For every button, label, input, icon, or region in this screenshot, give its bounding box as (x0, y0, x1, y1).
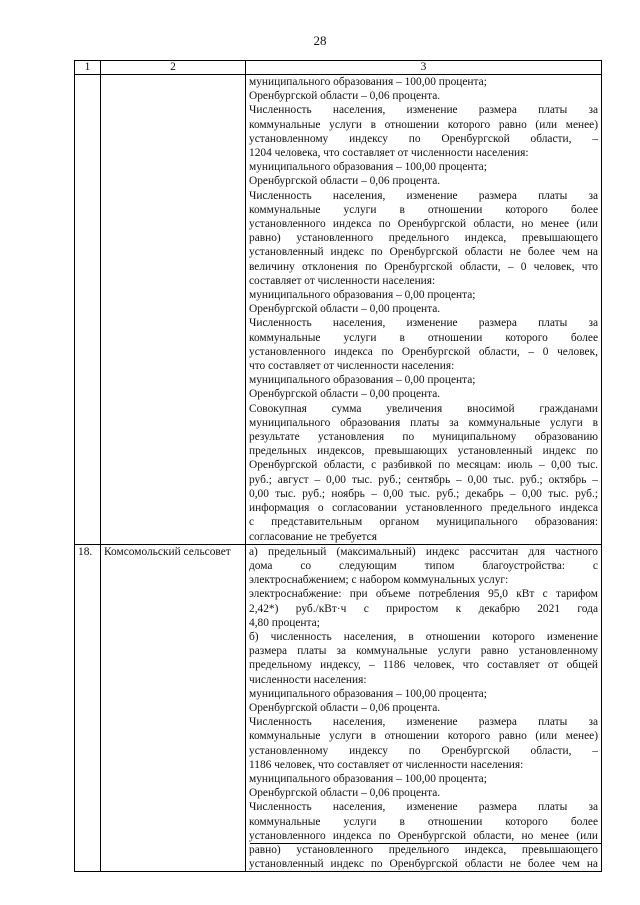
description-line: б) численность населения, в отношении которого изменение (249, 630, 598, 643)
description-line: Численность населения, изменение размера платы за (249, 189, 598, 202)
description-line: Оренбургской области – 0,06 процента. (249, 90, 441, 103)
description-line: установленного индекса по Оренбургской области, – 0 человек, (249, 345, 598, 358)
description-line: равно) установленного предельного индекса, превышающего (249, 843, 598, 856)
description-line: Численность населения, изменение размера платы за (249, 716, 598, 729)
table-bottom-rule (250, 843, 602, 844)
description-line: коммунальные услуги в отношении которого более (249, 815, 598, 828)
description-line: информация о согласовании установленного предельного индекса (249, 502, 598, 515)
description-line: муниципального образования – 100,00 процента; (249, 772, 487, 785)
row-description (246, 544, 602, 872)
table-row (75, 75, 602, 545)
description-line: численности населения: (249, 673, 367, 686)
description-line: муниципального образования платы за коммунальные услуги в (249, 416, 598, 429)
description-line: муниципального образования – 100,00 процента; (249, 76, 487, 88)
description-line: муниципального образования – 0,00 процента; (249, 374, 476, 387)
description-line: Совокупная сумма увеличения вносимой гражданами (249, 402, 598, 415)
description-line: 1186 человек, что составляет от численности населения: (249, 758, 524, 771)
row-description (246, 75, 602, 545)
description-line: составляет от численности населения: (249, 274, 436, 287)
description-line: муниципального образования – 100,00 процента; (249, 687, 487, 700)
row-number (75, 75, 101, 545)
description-line: равно) установленного предельного индекса, превышающего (249, 232, 598, 245)
description-line: 0,00 тыс. руб.; ноябрь – 0,00 тыс. руб.; декабрь – 0,00 тыс. руб.; (249, 487, 598, 500)
description-line: что составляет от численности населения: (249, 360, 455, 373)
table-body (75, 75, 602, 872)
description-line: Численность населения, изменение размера платы за (249, 317, 598, 330)
description-line: установленный индекс по Оренбургской области не более чем на (249, 858, 598, 871)
description-line: 1204 человека, что составляет от численности населения: (249, 147, 529, 160)
description-line: размера платы за коммунальные услуги равно установленному (249, 645, 598, 658)
row-number: 18. (75, 544, 101, 872)
description-line: предельных индексов, превышающих установленный индекс по (249, 445, 598, 458)
table-header-row (75, 61, 602, 75)
table-row (75, 544, 602, 872)
description-line: Оренбургской области – 0,00 процента. (249, 303, 441, 316)
description-line: электроснабжением; с набором коммунальных услуг: (249, 574, 509, 587)
description-line: установленному индексу по Оренбургской области, – (249, 744, 598, 757)
description-line: с представительным органом муниципального образования: (249, 516, 598, 529)
header-col-2: 2 (101, 61, 246, 75)
description-line: а) предельный (максимальный) индекс рассчитан для частного (249, 545, 598, 558)
description-line: 2,42*) руб./кВт·ч с приростом к декабрю 2021 года (249, 602, 598, 615)
description-line: коммунальные услуги в отношении которого равно (или менее) (249, 118, 598, 131)
description-line: коммунальные услуги в отношении которого более (249, 203, 598, 216)
description-line: установленный индекс по Оренбургской области не более чем на (249, 246, 598, 259)
description-line: руб.; август – 0,00 тыс. руб.; сентябрь – 0,00 тыс. руб.; октябрь – (249, 473, 598, 486)
row-municipality-name (101, 75, 246, 545)
description-line: Оренбургской области – 0,06 процента. (249, 787, 441, 800)
description-line: предельному индексу, – 1186 человек, что составляет от общей (249, 659, 598, 672)
description-line: установленному индексу по Оренбургской области, – (249, 132, 598, 145)
description-line: Оренбургской области – 0,06 процента. (249, 701, 441, 714)
description-line: Численность населения, изменение размера платы за (249, 801, 598, 814)
header-col-3: 3 (246, 61, 602, 75)
description-line: Оренбургской области, с разбивкой по месяцам: июль – 0,00 тыс. (249, 459, 598, 472)
description-line: муниципального образования – 100,00 процента; (249, 161, 487, 174)
tariff-table (74, 60, 602, 872)
description-line: установленного индекса по Оренбургской области, но менее (или (249, 829, 598, 842)
header-col-1: 1 (75, 61, 101, 75)
description-line: Оренбургской области – 0,06 процента. (249, 175, 441, 188)
description-line: согласование не требуется (249, 530, 377, 543)
description-line: величину отклонения по Оренбургской области, – 0 человек, что (249, 260, 598, 273)
description-line: дома со следующим типом благоустройства: с (249, 559, 598, 572)
description-line: результате установления по муниципальному образованию (249, 431, 598, 444)
description-line: Оренбургской области – 0,00 процента. (249, 388, 441, 401)
description-line: муниципального образования – 0,00 процента; (249, 289, 476, 302)
row-municipality-name: Комсомольский сельсовет (101, 544, 246, 872)
description-line: коммунальные услуги в отношении которого равно (или менее) (249, 730, 598, 743)
description-line: электроснабжение: при объеме потребления 95,0 кВт с тарифом (249, 588, 598, 601)
description-line: Численность населения, изменение размера платы за (249, 104, 598, 117)
description-line: 4,80 процента; (249, 616, 320, 629)
description-line: установленного индекса по Оренбургской области, но менее (или (249, 218, 598, 231)
description-line: коммунальные услуги в отношении которого более (249, 331, 598, 344)
page-number: 28 (313, 33, 327, 48)
